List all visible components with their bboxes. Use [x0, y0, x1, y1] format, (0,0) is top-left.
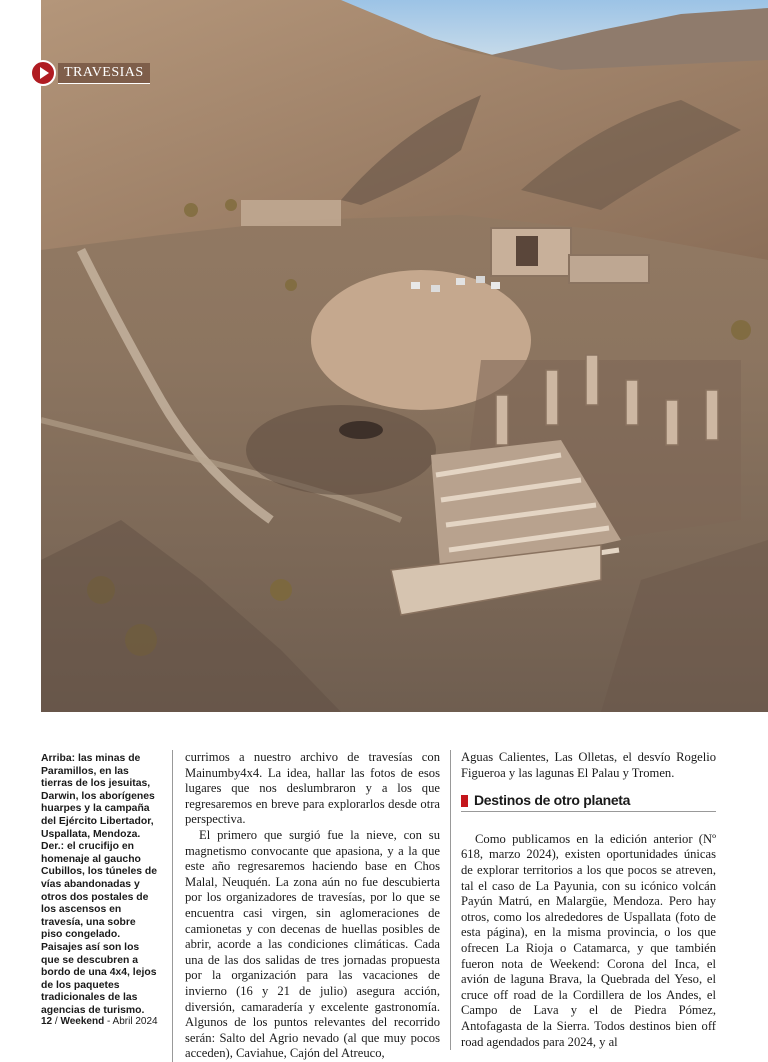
play-arrow-icon [30, 60, 56, 86]
page-footer [41, 1016, 158, 1027]
issue-date: - Abril 2024 [106, 1016, 158, 1027]
text-column-1 [172, 750, 440, 1062]
aerial-photo [41, 0, 768, 712]
section-tag [30, 60, 150, 86]
text-column-2 [450, 750, 716, 1050]
subheading-text: Destinos de otro planeta [474, 792, 631, 809]
paragraph: currimos a nuestro archivo de travesías con Mainumby4x4. La idea, hallar las fotos de esos lugares que nos deslumbraron y a los que regresaremos en breve para explorarlos desde otra perspectiva. [185, 750, 440, 827]
section-label: TRAVESIAS [58, 63, 150, 84]
paragraph: Aguas Calientes, Las Olletas, el desvío Rogelio Figueroa y las lagunas El Palau y Tromen. [461, 750, 716, 780]
paragraph: El primero que surgió fue la nieve, con su magnetismo convocante que apasiona, y a la que este año regresaremos haciendo base en Chos Malal, Neuquén. La zona aún no fue descubierta por los organizadores de travesías, por lo que se encuentra casi virgen, sin aglomeraciones de camionetas y con decenas de huellas posibles de abrir, acorde a las condiciones climáticas. Cada una de las dos salidas de tres jornadas propuesta por la organización para las vacaciones de invierno (16 y 21 de julio) asegura acción, diversión, camaradería y excelente gastronomía. Algunos de los puntos relevantes del recorrido serán: Salto del Agrio nevado (al que muy pocos acceden), Caviahue, Cajón del Atreuco, [185, 827, 440, 1061]
page-number: 12 [41, 1016, 53, 1027]
subheading [461, 793, 716, 812]
mine-ruins-landscape [41, 0, 768, 712]
footer-separator: / [54, 1016, 58, 1027]
magazine-name: Weekend [60, 1016, 105, 1027]
paragraph: Como publicamos en la edición anterior (Nº 618, marzo 2024), existen oportunidades únicas de explorar territorios a los que pocos se atreven, tal el caso de La Payunia, con su icónico volcán Payún Matrú, en Malargüe, Mendoza. Pero hay otros, como los alrededores de Uspallata (foto de esta página), en la misma provincia, o los que ofrecen La Rioja o Catamarca, y que también fueron nota de Weekend: Corona del Inca, el avión de laguna Brava, la Quebrada del Yeso, el cruce off road de la Cordillera de los Andes, el Campo de Lava y el de Piedra Pómez, Antofagasta de la Sierra. Todos destinos bien off road agendados para 2024, y al [461, 831, 716, 1049]
photo-caption: Arriba: las minas de Paramillos, en las tierras de los jesuitas, Darwin, los aborígenes huarpes y la campaña del Ejército Libertador, Uspallata, Mendoza. Der.: el crucifijo en homenaje al gaucho Cubillos, los túneles de vías abandonadas y otros dos postales de los ascensos en travesía, una sobre piso congelado. Paisajes así son los que se descubren a bordo de una 4x4, lejos de los paquetes tradicionales de las agencias de turismo. [41, 753, 158, 1016]
red-square-icon [461, 795, 468, 807]
